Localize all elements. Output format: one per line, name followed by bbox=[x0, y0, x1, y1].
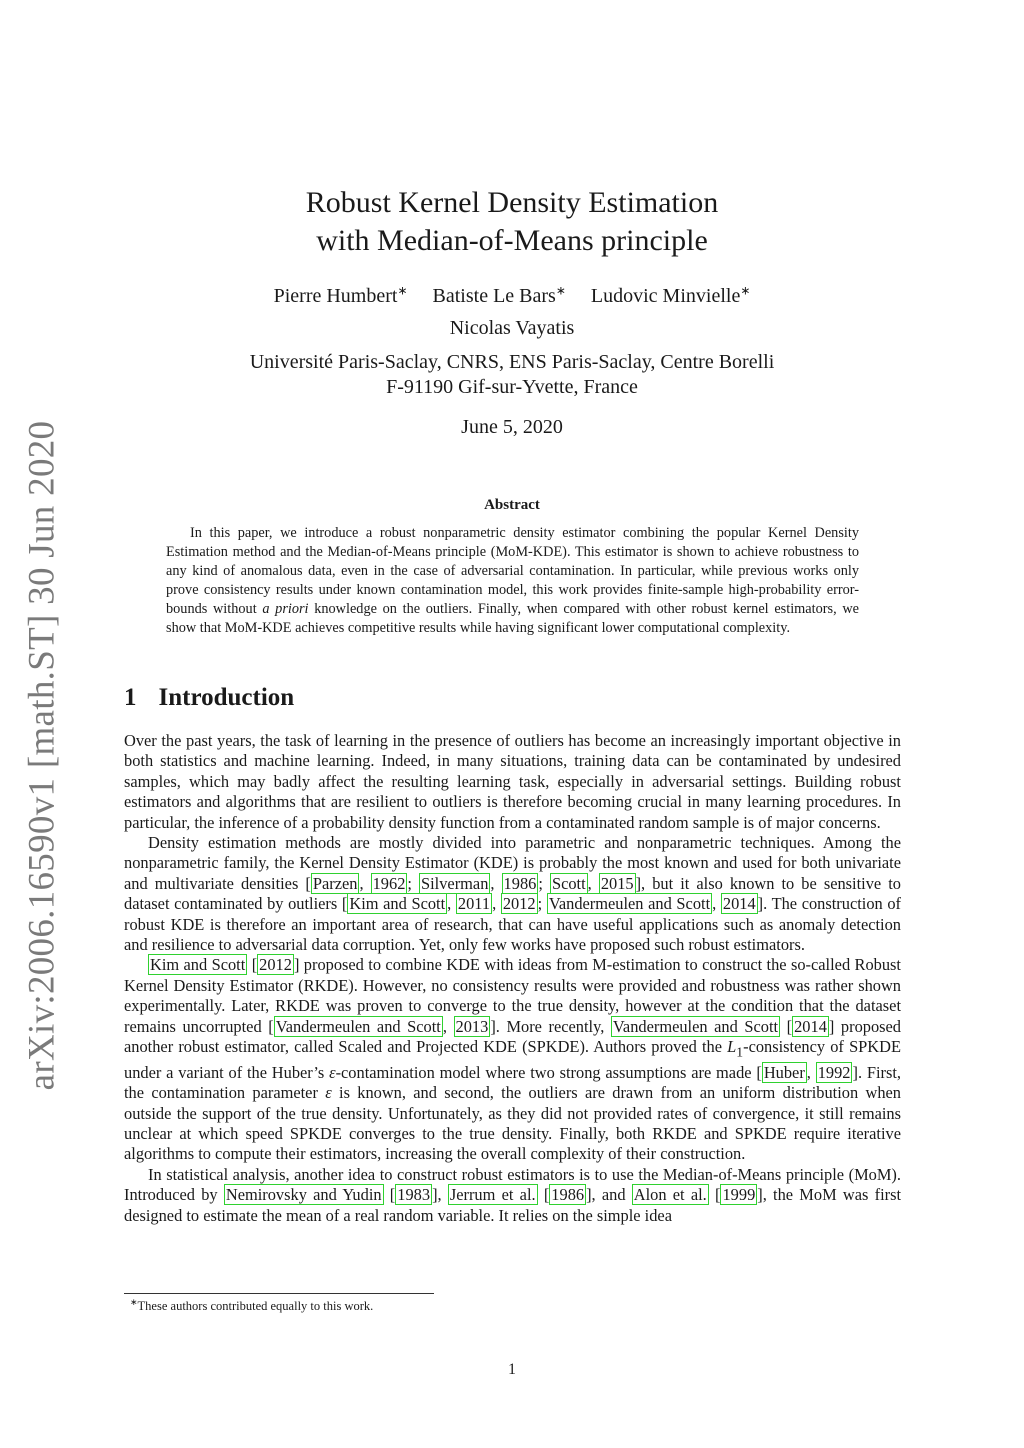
paragraph-4: In statistical analysis, another idea to construct robust estimators is to use the Median-of-Means principle (MoM). Introduced by Nemirovsky and Yudin [ 1983 ], Jerrum et al. [ 1986 ], and Alon et al. [ 1999 ], the MoM was first designed to estimate the mean of a real random variable. It relies on the simple idea bbox=[124, 1164, 902, 1225]
arxiv-identifier: arXiv:2006.16590v1 [math.ST] 30 Jun 2020 bbox=[21, 420, 63, 1090]
section-heading bbox=[124, 684, 294, 712]
paragraph-2: Density estimation methods are mostly divided into parametric and nonparametric techniques. Among the nonparametric family, the Kernel Density Estimator (KDE) is probably the most known and used for both univariate and multivariate densities [ Parzen , 1962 ; Silverman , 1986 ; Scott , 2015 ], but it also known to be sensitive to dataset contaminated by outliers [ Kim and Scott , 2011 , 2012 ; Vandermeulen and Scott , 2014 ]. The construction of robust KDE is therefore an important area of research, that can have useful applications such as anomaly detection and resilience to adversarial data corruption. Yet, only few works have proposed such robust estimators. bbox=[124, 833, 902, 955]
author: Ludovic Minvielle∗ bbox=[590, 283, 751, 307]
citation-link[interactable]: Nemirovsky and Yudin bbox=[225, 1185, 382, 1205]
citation-link[interactable]: 2012 bbox=[259, 955, 292, 975]
citation-link[interactable]: 1962 bbox=[372, 873, 406, 893]
body-text bbox=[124, 731, 901, 1226]
citation-link[interactable]: 1983 bbox=[397, 1185, 431, 1205]
citation-link[interactable]: 1986 bbox=[551, 1185, 585, 1205]
citation-link[interactable]: 2014 bbox=[722, 894, 756, 914]
author-list bbox=[0, 283, 1024, 308]
citation-link[interactable]: 1986 bbox=[503, 873, 537, 893]
citation-link[interactable]: Kim and Scott bbox=[150, 955, 246, 975]
citation-link[interactable]: Scott bbox=[551, 873, 586, 893]
citation-link[interactable]: 1999 bbox=[722, 1185, 756, 1205]
citation-link[interactable]: 2011 bbox=[457, 894, 491, 914]
abstract-body: In this paper, we introduce a robust nonparametric density estimator combining the popular Kernel Density Estimation method and the Median-of-Means principle (MoM-KDE). This estimator is shown to achieve robustness to any kind of anomalous data, even in the case of adversarial contamination. In particular, while previous works only prove consistency results under known contamination model, this work provides finite-sample high-probability error-bounds without a priori knowledge on the outliers. Finally, when compared with other robust kernel estimators, we show that MoM-KDE achieves competitive results while having significant lower computational complexity. bbox=[166, 525, 859, 636]
paragraph-1: Over the past years, the task of learning in the presence of outliers has become an increasingly important objective in both statistics and machine learning. Indeed, in many situations, training data can be contaminated by undesired samples, which may badly affect the resulting learning task, especially in adversarial settings. Building robust estimators and algorithms that are resilient to outliers is therefore becoming crucial in many learning procedures. In particular, the inference of a probability density function from a contaminated random sample is of major concerns. bbox=[124, 731, 901, 832]
citation-link[interactable]: Kim and Scott bbox=[349, 894, 446, 914]
citation-link[interactable]: Silverman bbox=[421, 873, 489, 893]
abstract-heading: Abstract bbox=[484, 497, 540, 513]
citation-link[interactable]: Vandermeulen and Scott bbox=[612, 1016, 779, 1036]
author: Pierre Humbert∗ bbox=[273, 283, 408, 307]
paragraph-3: Kim and Scott [ 2012 ] proposed to combine KDE with ideas from M-estimation to construct the so-called Robust Kernel Density Estimator (RKDE). However, no consistency results were provided and robustness was rather shown experimentally. Later, RKDE was proven to converge to the true density, however at the condition that the dataset remains uncorrupted [ Vandermeulen and Scott , 2013 ]. More recently, Vandermeulen and Scott [ 2014 ] proposed another robust estimator, called Scaled and Projected KDE (SPKDE). Authors proved the $L_1$-consistency of SPKDE under a variant of the Huber’s ε-contamination model where two strong assumptions are made [ Huber , 1992 ]. First, the contamination parameter ε is known, and second, the outliers are drawn from an uniform distribution when outside the support of the true density. Unfortunately, as they did not provided rates of convergence, it still remains unclear at which speed SPKDE converges to the true density. Finally, both RKDE and SPKDE require iterative algorithms to compute their estimators, increasing the overall complexity of their construction. bbox=[124, 955, 902, 1164]
citation-link[interactable]: Vandermeulen and Scott bbox=[548, 894, 711, 914]
citation-link[interactable]: Alon et al. bbox=[633, 1185, 707, 1205]
page-number: 1 bbox=[508, 1361, 516, 1378]
date: June 5, 2020 bbox=[461, 416, 563, 438]
footnote-rule bbox=[124, 1293, 434, 1294]
section-title: Introduction bbox=[158, 684, 295, 711]
affiliation-line-1: Université Paris-Saclay, CNRS, ENS Paris-Saclay, Centre Borelli bbox=[249, 351, 775, 373]
citation-link[interactable]: 2015 bbox=[600, 873, 634, 893]
affiliation-line-2: F-91190 Gif-sur-Yvette, France bbox=[386, 376, 638, 398]
title-line-2: with Median-of-Means principle bbox=[316, 224, 708, 257]
footnote: ∗These authors contributed equally to this work. bbox=[130, 1297, 374, 1314]
paper-title bbox=[0, 184, 1024, 260]
citation-link[interactable]: 2012 bbox=[502, 894, 536, 914]
citation-link[interactable]: Huber bbox=[763, 1062, 805, 1082]
author: Batiste Le Bars∗ bbox=[432, 283, 566, 307]
citation-link[interactable]: Parzen bbox=[312, 873, 358, 893]
author-4: Nicolas Vayatis bbox=[449, 317, 575, 339]
citation-link[interactable]: 2013 bbox=[455, 1016, 489, 1036]
citation-link[interactable]: Vandermeulen and Scott bbox=[275, 1016, 441, 1036]
section-number: 1 bbox=[124, 684, 137, 711]
title-line-1: Robust Kernel Density Estimation bbox=[305, 186, 719, 219]
citation-link[interactable]: Jerrum et al. bbox=[449, 1185, 536, 1205]
citation-link[interactable]: 2014 bbox=[794, 1016, 827, 1036]
arxiv-sidebar bbox=[14, 420, 70, 1090]
citation-link[interactable]: 1992 bbox=[817, 1062, 851, 1082]
